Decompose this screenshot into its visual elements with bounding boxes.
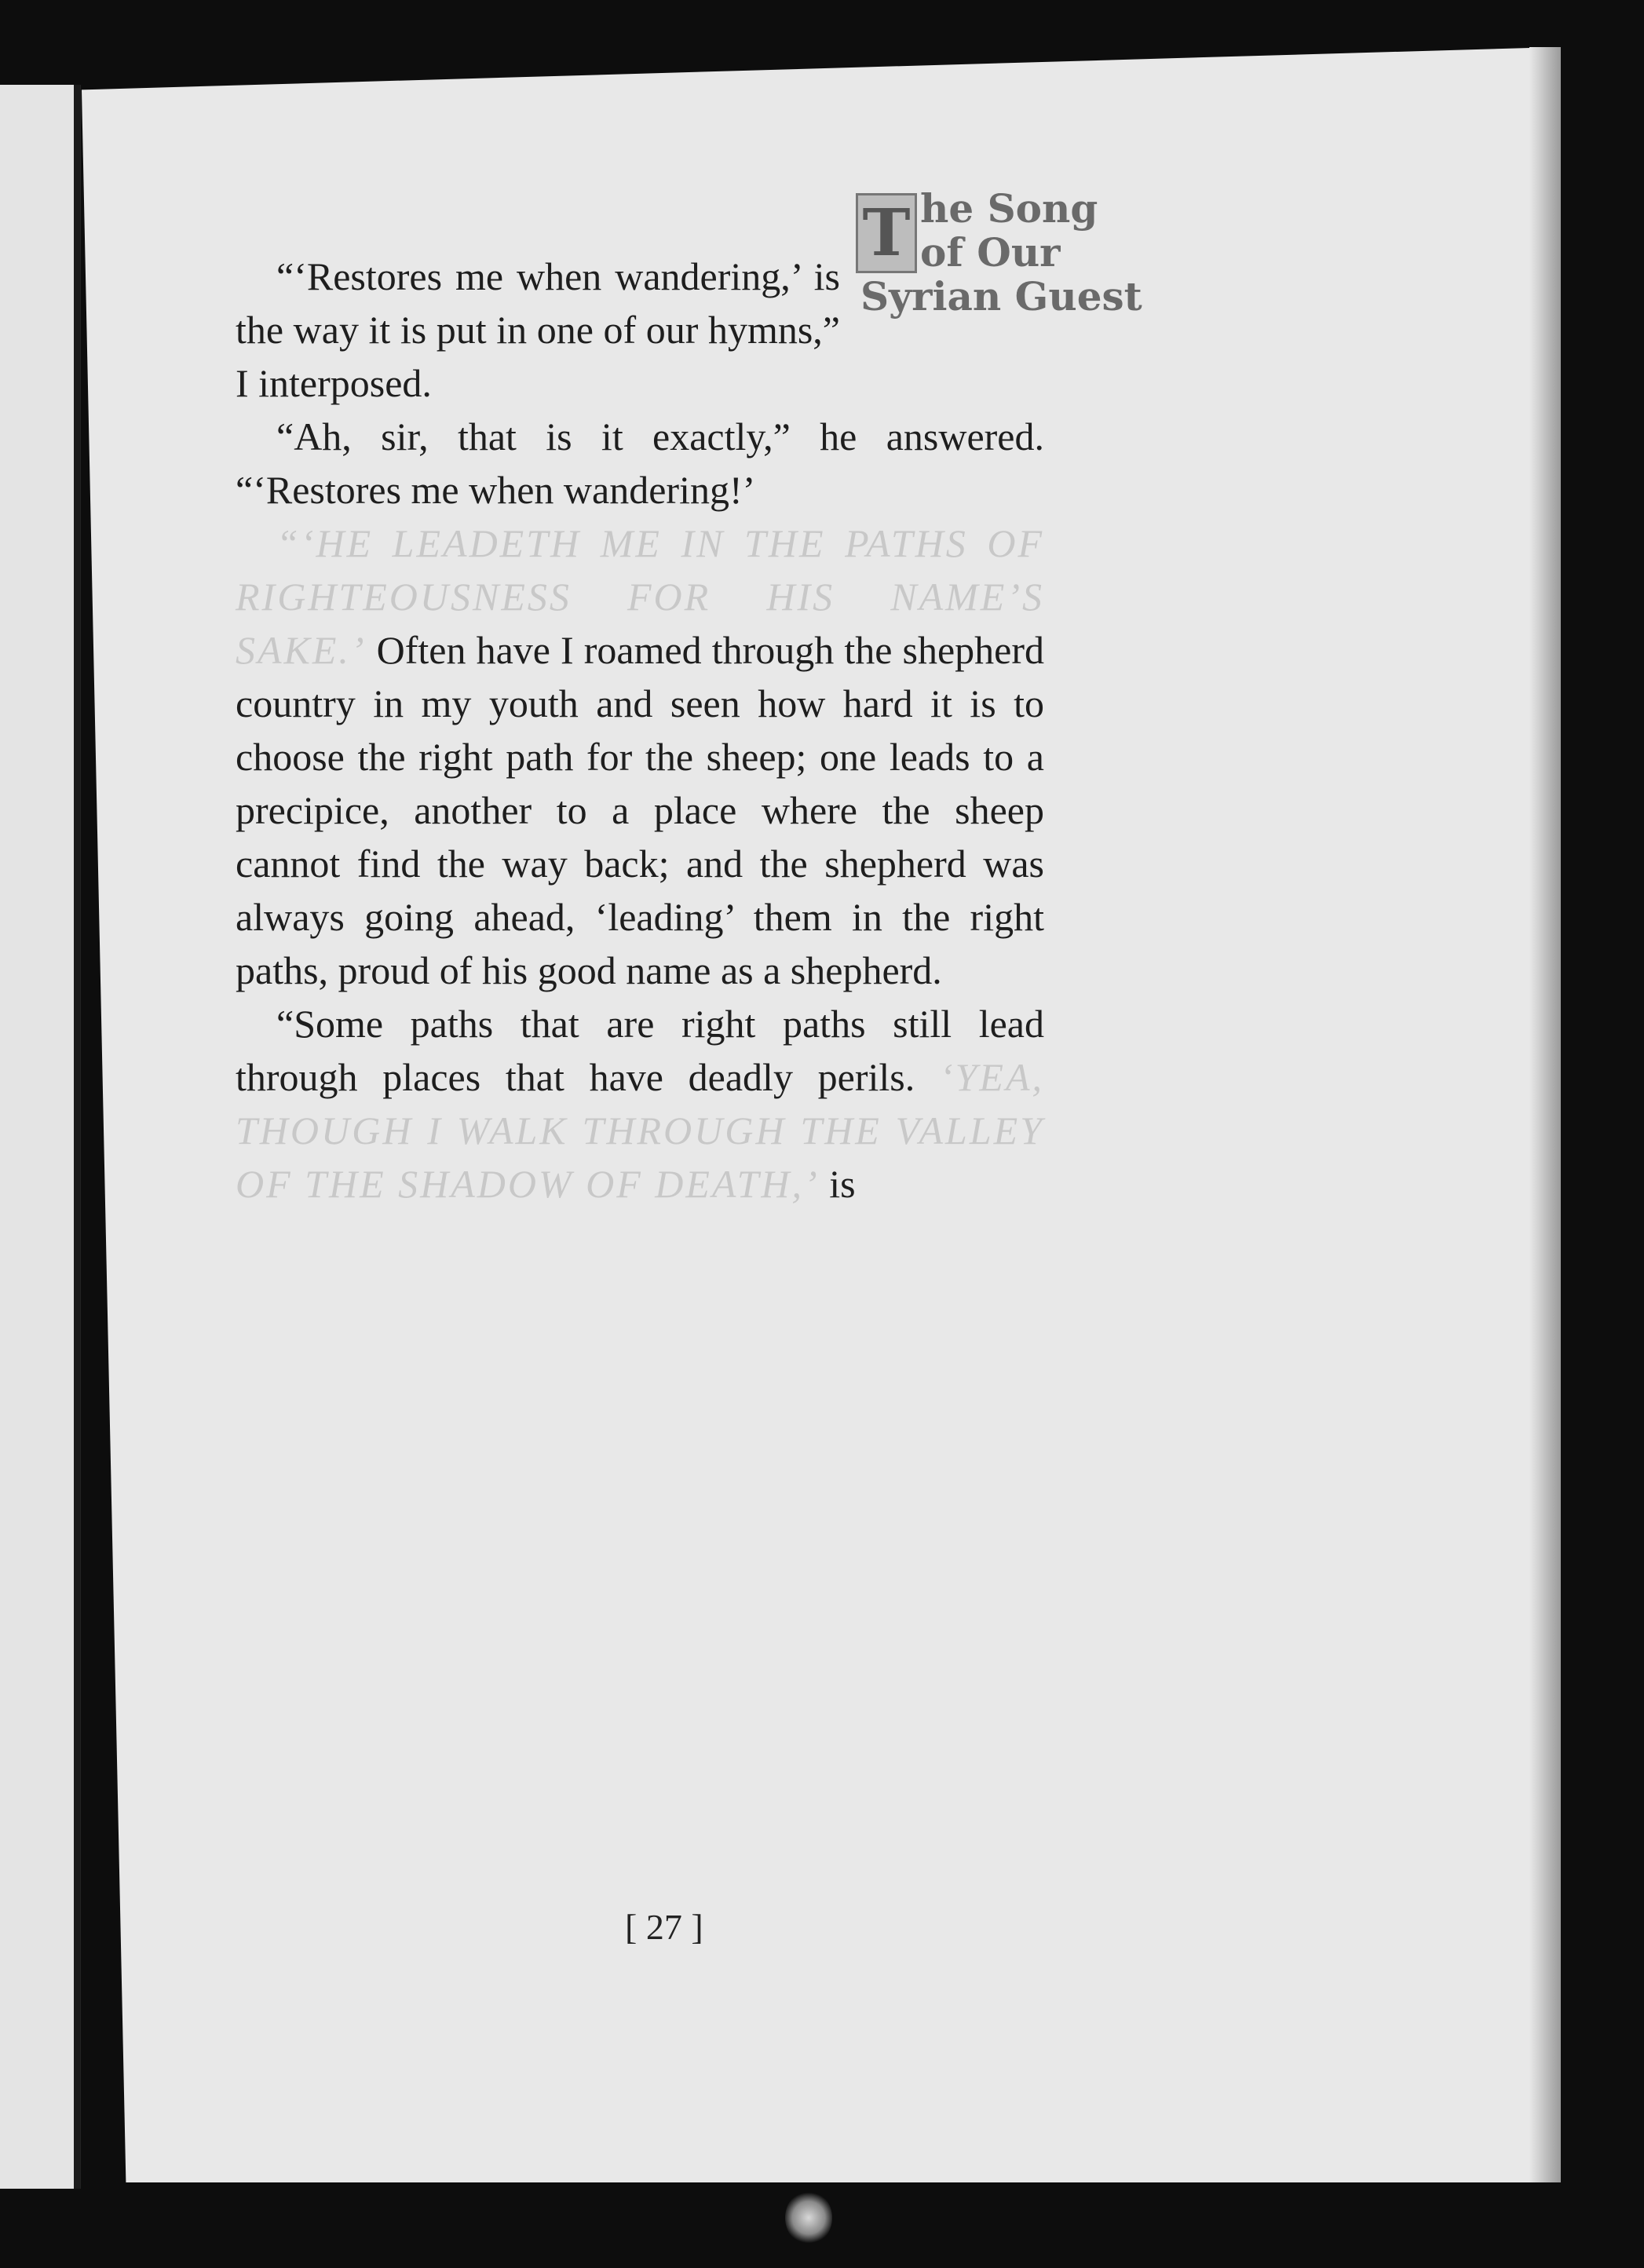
- page-number: [ 27 ]: [625, 1907, 703, 1947]
- drop-letter: T: [856, 193, 917, 273]
- paragraph-4-text: “Some paths that are right paths still lead through places that have deadly perils.: [236, 1002, 1044, 1099]
- paragraph-4-end: is: [819, 1162, 856, 1206]
- scripture-quote-2: ‘YEA, THOUGH I WALK THROUGH THE VALLEY OF THE SHADOW OF DEATH,’: [236, 1055, 1044, 1206]
- paragraph-2: “Ah, sir, that is it exactly,” he answered. “‘Restores me when wandering!’: [236, 415, 1044, 512]
- paragraph-1: “‘Restores me when wandering,’ is the way it is put in one of our hymns,” I interposed.: [236, 254, 840, 405]
- body-text: [236, 250, 1044, 1211]
- book-spine: [74, 85, 80, 2189]
- paragraph-4: [236, 997, 1044, 1211]
- scripture-quote-1: “‘HE LEADETH ME IN THE PATHS OF RIGHTEOUSNESS FOR HIS NAME’S SAKE.’: [236, 521, 1044, 672]
- paragraph-3: [236, 517, 1044, 997]
- page-edge-shadow: [1529, 47, 1561, 2182]
- paragraph-3-text: Often have I roamed through the shepherd country in my youth and seen how hard it is to choose the right path for the sheep; one leads to a precipice, another to a place where the sheep cannot find the way back; and the shepherd was always going ahead, ‘leading’ them in the right paths, proud of his good name as a shepherd.: [236, 628, 1044, 992]
- header-line-3: Syrian Guest: [860, 273, 1142, 320]
- facing-page: [0, 85, 81, 2189]
- header-line-2: of Our: [920, 229, 1061, 276]
- header-line-1: he Song: [920, 185, 1098, 232]
- scan-smudge: [785, 2190, 832, 2245]
